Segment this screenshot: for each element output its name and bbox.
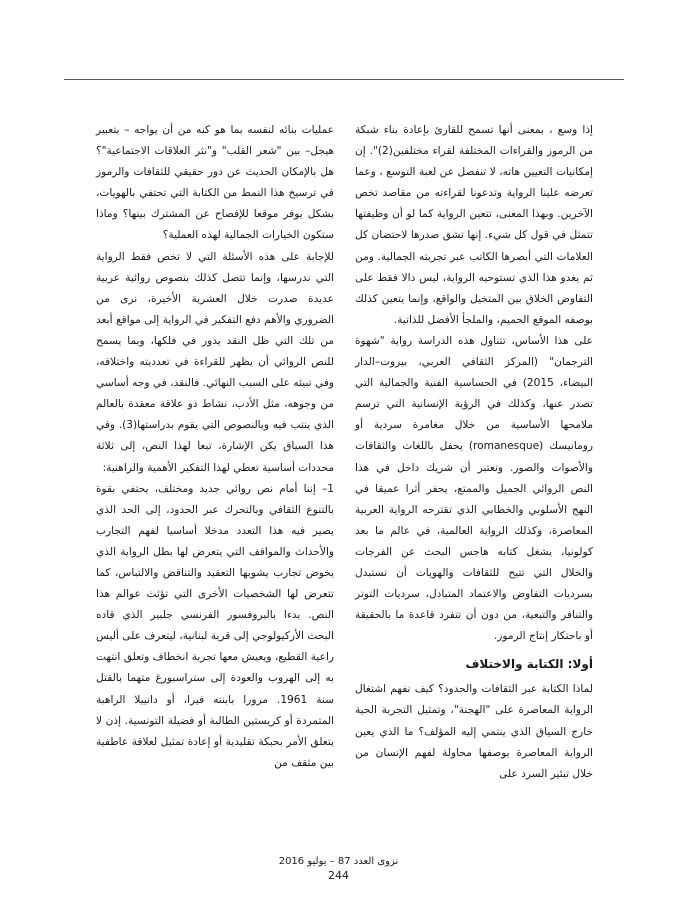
right-paragraph-2: على هذا الأساس، تتناول هذه الدراسة رواية "شهوة الترجمان" (المركز الثقافي العربي، بيروت–الدار البيضاء، 2015) في الحساسية الفنية والجمالية التي تصدر عنها، وكذلك في الرؤية الإنسانية التي ترسم ملامحها الأساسية من خلال مغامرة سردية أو رومانيسك (romanesque) يحفل باللغات والثقافات والأصوات والصور. ونعتبر أن شريك داخل في هذا النص الروائي الجميل والممتع، يحفر أثرا عميقا في النهج الأسلوبي والخطابي الذي تقترحه الرواية العربية المعاصرة، وكذلك الرواية العالمية، في عالم ما بعد كولونيا، يشغل كتابه هاجس البحث عن الفرجات والخلال التي تتيح للثقافات والهويات أن تستبدل بسرديات التفاوض والاعتماد المتبادل، سرديات التوتر والتنافر والتبعية، من دون أن تتفرد قاعدة ما بالحقيقة أو باحتكار إنتاج الرموز. <box>355 334 594 643</box>
left-paragraph-2: للإجابة على هذه الأسئلة التي لا تخص فقط الرواية التي ندرسها، وإنما تتصل كذلك بنصوص روائية عربية عديدة صدرت خلال العشرية الأخيرة، نرى من الضروري والأهم دفع التفكير في الرواية إلى مواقع أبعد من تلك التي ظل النقد يدور في فلكها، وبما يسمح للنص الروائي أن يظهر للقراءة في تعدديته واختلافه، وفي تبيئه على السبب النهائي. فالنقد، في وجه أساسي من وجوهه، مثل الأدب، نشاط ذو علاقة معقدة بالعالم الذي ينتب فيه وبالنصوص التي يقوم بدراستها(3). وفي هذا السياق يكن الإشارة، تبعا لهذا النص، إلى ثلاثة محددات أساسية تعطي لهذا التفكير الأهمية والراهنية: <box>96 250 334 474</box>
right-column <box>355 120 593 785</box>
left-column <box>96 120 334 774</box>
right-paragraph-1: إذا وسع ، بمعنى أنها تسمح للقارئ بإعادة بناء شبكة من الرموز والقراءات المختلفة لقراء مختلفين(2)". إن إمكانيات التعيين هاته، لا تنفصل عن لعبة التوسع ، وعما تعرضه علينا الرواية وتدعونا لقراءته من مقاصد تخص الآخرين. وبهذا المعنى، تتعين الرواية كما لو أن وظيفتها تتمثل في قول كل شيء. إنها تشق صدرها لاحتضان كل العلامات التي أبصرها الكاتب عبر تجربته الجمالية. ومن ثم يغدو هذا الذي تستوحيه الرواية، ليس دالا فقط على التفاوض الخلاق بين المتخيل والواقع، وإنما يتعين كذلك بوصفه الموقع الحميم، والملجأ الأفضل للذاتية. <box>355 124 593 326</box>
right-paragraph-3: لماذا الكتابة عبر الثقافات والحدود؟ كيف نفهم اشتغال الرواية المعاصرة على "الهجنة"، وتمثيل التجربة الحية خارج السياق الذي ينتمي إليه المؤلف؟ ما الذي يعين الرواية المعاصرة بوصفها محاولة لفهم الإنسان من خلال تبئير السرد على <box>355 683 593 780</box>
page-number: 244 <box>328 869 349 882</box>
footer-issue: نزوى العدد 87 – يوليو 2016 <box>278 856 399 867</box>
left-paragraph-3: 1– إننا أمام نص روائي جديد ومختلف، يحتفي بقوة بالتنوع الثقافي وبالتحرك عبر الحدود، إلى الحد الذي يصير فيه هذا التعدد مدخلا أساسيا لفهم التجارب والأحداث والمواقف التي يتعرض لها بطل الرواية الذي يخوض تجارب يشوبها التعقيد والتناقض والالتباس، كما تتعرض لها الشخصيات الأخرى التي تؤثث عوالم هذا النص. بدءا بالبروفسور الفرنسي جلبير الذي قاده البحث الأركيولوجي إلى قرية لبنانية، ليتعرف على أليس راعية القطيع، ويعيش معها تجربة انخطاف وتعلق انتهت به إلى الهروب والعودة إلى ستراسبورغ متهما بالقتل سنة 1961. مرورا بابنته فيرا، أو دانييلا الراهبة المتمردة أو كريستين الطالبة أو فضيلة التونسية. إذن لا يتعلق الأمر بحبكة تقليدية أو إعادة تمثيل لعلاقة عاطفية بين مثقف من <box>96 482 334 769</box>
section-heading: أولا: الكتابة والاختلاف <box>465 657 593 672</box>
header-rule <box>64 79 624 80</box>
left-paragraph-1: عمليات بنائه لنفسه بما هو كنه من أن يواجه – بتعبير هيجل– بين "شعر القلب" و"نثر العلاقات الاجتماعية"؟ هل بالإمكان الحديث عن دور حقيقي للثقافات والرموز في ترسيخ هذا النمط من الكتابة التي تحتفي بالهويات، بشكل يوفر موقعا للإفصاح عن المشترك بينها؟ وماذا ستكون الخيارات الجمالية لهذه العملية؟ <box>96 124 334 242</box>
